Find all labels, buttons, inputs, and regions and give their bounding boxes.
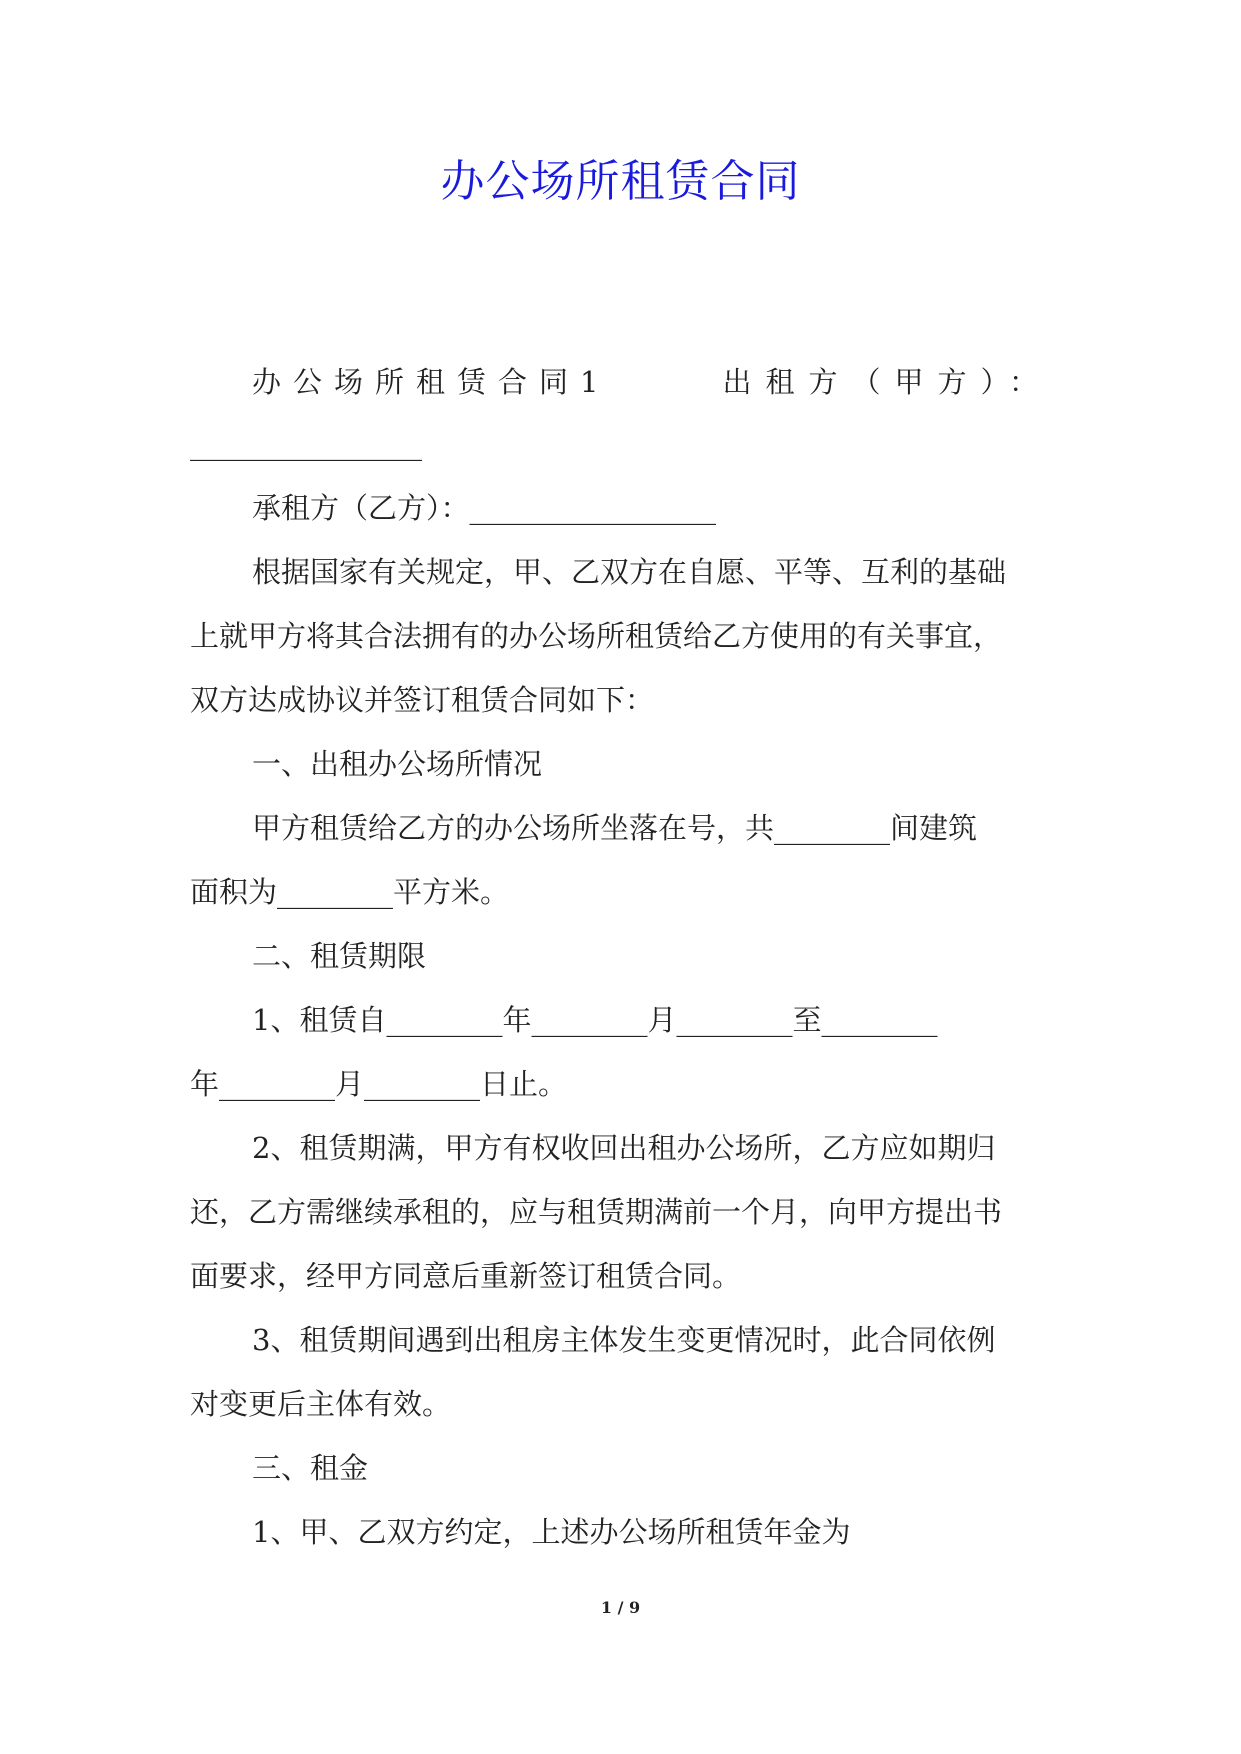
paragraph-line: 1、租赁自________年________月________至________ <box>252 1003 938 1037</box>
section-heading: 一、出租办公场所情况 <box>252 747 543 781</box>
lessor-blank: ________________ <box>190 427 422 461</box>
section-heading: 二、租赁期限 <box>252 939 427 973</box>
paragraph-line: 还，乙方需继续承租的，应与租赁期满前一个月，向甲方提出书 <box>190 1195 1003 1229</box>
document-title: 办公场所租赁合同 <box>440 156 801 207</box>
lessee-line: 承租方（乙方）：_________________ <box>252 491 717 525</box>
paragraph-line: 2、租赁期满，甲方有权收回出租办公场所，乙方应如期归 <box>252 1131 996 1165</box>
contract-subtitle: 办公场所租赁合同1 <box>252 365 611 399</box>
paragraph-line: 面要求，经甲方同意后重新签订租赁合同。 <box>190 1259 742 1293</box>
paragraph-line: 根据国家有关规定，甲、乙双方在自愿、平等、互利的基础 <box>252 555 1007 589</box>
paragraph-line: 双方达成协议并签订租赁合同如下： <box>190 683 655 717</box>
paragraph-line: 面积为________平方米。 <box>190 875 510 909</box>
contract-header-line <box>252 362 1052 402</box>
paragraph-line: 1、甲、乙双方约定，上述办公场所租赁年金为 <box>252 1515 851 1549</box>
paragraph-line: 年________月________日止。 <box>190 1067 568 1101</box>
paragraph-line: 3、租赁期间遇到出租房主体发生变更情况时，此合同依例 <box>252 1323 996 1357</box>
paragraph-line: 对变更后主体有效。 <box>190 1387 452 1421</box>
page-number: 1 / 9 <box>600 1598 641 1617</box>
paragraph-line: 甲方租赁给乙方的办公场所坐落在号，共________间建筑 <box>252 811 978 845</box>
section-heading: 三、租金 <box>252 1451 369 1485</box>
paragraph-line: 上就甲方将其合法拥有的办公场所租赁给乙方使用的有关事宜， <box>190 619 1003 653</box>
lessor-label: 出租方（甲方）： <box>722 365 1052 399</box>
